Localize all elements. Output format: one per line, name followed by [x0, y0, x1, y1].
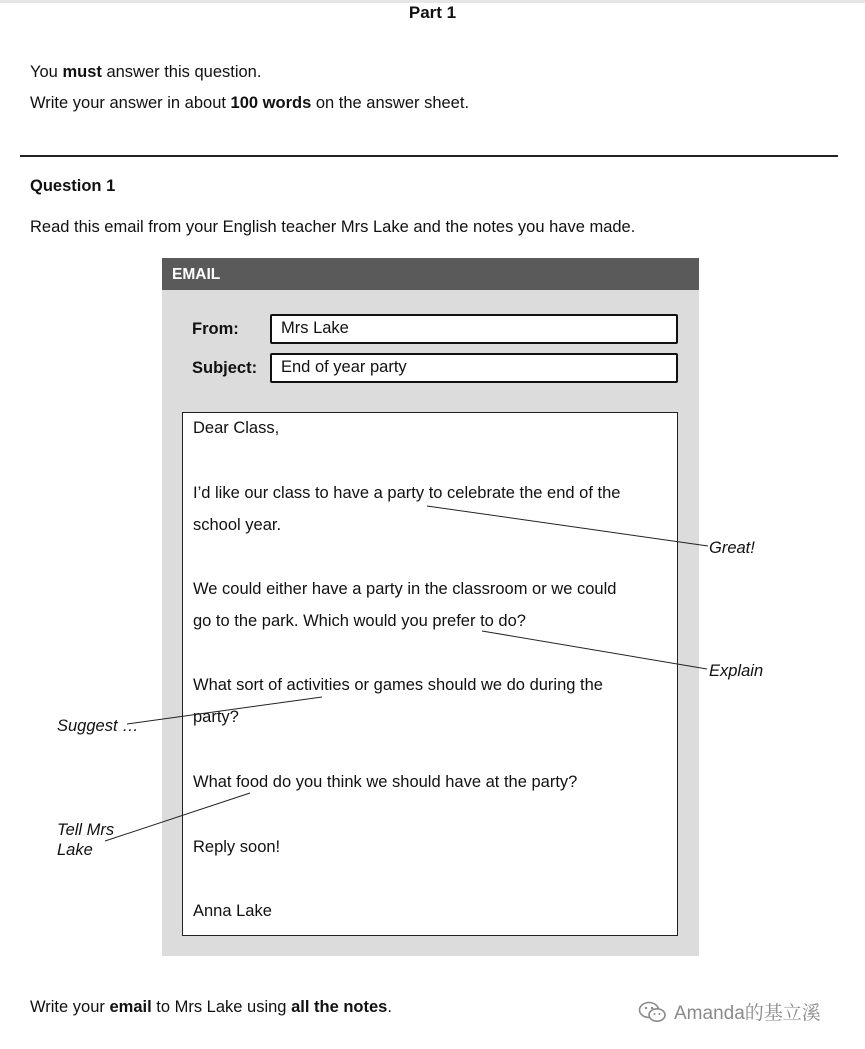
footer-text: . — [387, 998, 392, 1016]
from-label: From: — [192, 320, 239, 338]
note-line-suggest — [127, 697, 322, 724]
note-tell — [57, 820, 114, 860]
footer-text: Write your — [30, 998, 110, 1016]
note-line-tell — [105, 793, 250, 841]
note-suggest: Suggest … — [57, 717, 139, 735]
watermark — [638, 998, 821, 1025]
body-line: school year. — [193, 516, 282, 534]
question-intro: Read this email from your English teacher Mrs Lake and the notes you have made. — [30, 218, 636, 236]
instruction-text: You — [30, 63, 63, 81]
watermark-text: Amanda的基立溪 — [674, 1003, 821, 1024]
body-line: What sort of activities or games should we do during the — [193, 676, 603, 694]
wechat-icon — [638, 1000, 668, 1024]
body-line: Dear Class, — [193, 419, 280, 437]
note-line-great — [427, 506, 708, 546]
part-title: Part 1 — [408, 3, 457, 22]
instruction-emphasis: 100 words — [230, 94, 312, 112]
body-line: party? — [193, 708, 239, 726]
body-line: go to the park. Which would you prefer to do? — [193, 612, 526, 630]
email-header: EMAIL — [162, 258, 699, 290]
body-line: We could either have a party in the classroom or we could — [193, 580, 617, 598]
instruction-text: answer this question. — [101, 63, 262, 81]
footer-emphasis: all the notes — [291, 998, 388, 1016]
instruction-text: on the answer sheet. — [311, 94, 470, 112]
footer-instruction — [30, 998, 392, 1017]
body-line: Reply soon! — [193, 838, 281, 856]
question-title: Question 1 — [30, 177, 116, 195]
note-tell-line-2: Lake — [57, 841, 93, 859]
body-line: I’d like our class to have a party to celebrate the end of the — [193, 484, 621, 502]
note-explain: Explain — [709, 662, 764, 680]
note-tell-line-1: Tell Mrs — [57, 821, 115, 839]
instruction-emphasis: must — [62, 63, 102, 81]
body-line: What food do you think we should have at the party? — [193, 773, 578, 791]
subject-label: Subject: — [192, 359, 258, 377]
instruction-text: Write your answer in about — [30, 94, 231, 112]
body-line: Anna Lake — [193, 902, 272, 920]
from-field: Mrs Lake — [270, 314, 678, 344]
footer-emphasis: email — [109, 998, 152, 1016]
note-line-explain — [482, 631, 707, 669]
note-great: Great! — [709, 539, 755, 557]
subject-field: End of year party — [270, 353, 678, 383]
footer-text: to Mrs Lake using — [151, 998, 292, 1016]
